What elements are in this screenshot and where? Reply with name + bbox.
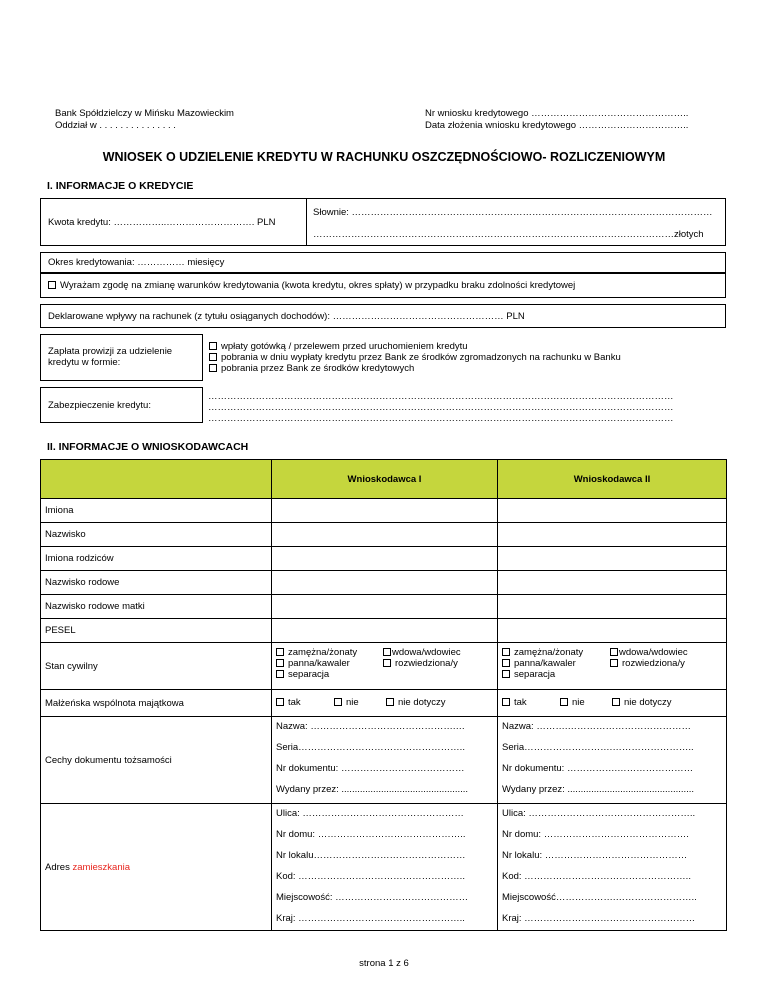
community-no-checkbox-1[interactable] xyxy=(334,698,342,706)
address-2 xyxy=(498,804,727,931)
row-label-surname: Nazwisko xyxy=(41,523,272,547)
application-number-field[interactable]: Nr wniosku kredytowego ………………………………………….. xyxy=(425,108,689,119)
marital-married-checkbox-1[interactable] xyxy=(276,648,284,656)
marital-status-2: zamężna/żonaty panna/kawaler separacja wdowa/wdowiec rozwiedziona/y xyxy=(498,643,727,690)
consent-checkbox[interactable] xyxy=(48,281,56,289)
row-label-pesel: PESEL xyxy=(41,619,272,643)
section-1-heading: I. INFORMACJE O KREDYCIE xyxy=(47,180,194,192)
marital-widowed-checkbox-1[interactable] xyxy=(383,648,391,656)
marital-separation-checkbox-1[interactable] xyxy=(276,670,284,678)
period-field[interactable]: Okres kredytowania: …………… miesięcy xyxy=(48,257,225,268)
marital-divorced-checkbox-1[interactable] xyxy=(383,659,391,667)
mother-family-name-1[interactable] xyxy=(272,595,498,619)
page-number: strona 1 z 6 xyxy=(359,958,409,969)
doc-name-1[interactable]: Nazwa: ……………………………………….… xyxy=(276,721,465,732)
community-yes-checkbox-1[interactable] xyxy=(276,698,284,706)
family-name-1[interactable] xyxy=(272,571,498,595)
postcode-1[interactable]: Kod: …………………………………………….. xyxy=(276,871,465,882)
doc-issuer-2[interactable]: Wydany przez: ................................................ xyxy=(502,784,695,795)
address-1 xyxy=(272,804,498,931)
house-no-1[interactable]: Nr domu: ……………………………………….. xyxy=(276,829,466,840)
street-1[interactable]: Ulica: …………………………………………… xyxy=(276,808,464,819)
branch-field[interactable]: Oddział w . . . . . . . . . . . . . . . xyxy=(55,120,176,131)
commission-label-1: Zapłata prowizji za udzielenie xyxy=(48,346,173,357)
doc-series-1[interactable]: Seria…………………………………………….. xyxy=(276,742,465,753)
amount-field[interactable]: Kwota kredytu: ……………..………………………. PLN xyxy=(48,217,276,228)
doc-number-2[interactable]: Nr dokumentu: …………….…………………… xyxy=(502,763,694,774)
community-yes-checkbox-2[interactable] xyxy=(502,698,510,706)
family-name-2[interactable] xyxy=(498,571,727,595)
security-label: Zabezpieczenie kredytu: xyxy=(48,400,151,411)
section-2-heading: II. INFORMACJE O WNIOSKODAWCACH xyxy=(47,441,249,453)
community-no-checkbox-2[interactable] xyxy=(560,698,568,706)
marital-married-checkbox-2[interactable] xyxy=(502,648,510,656)
country-2[interactable]: Kraj: ……………………………………………… xyxy=(502,913,696,924)
city-1[interactable]: Miejscowość: …………………………………… xyxy=(276,892,469,903)
mother-family-name-2[interactable] xyxy=(498,595,727,619)
row-label-community: Małżeńska wspólnota majątkowa xyxy=(41,690,272,717)
id-document-1 xyxy=(272,717,498,804)
amount-divider xyxy=(306,198,307,246)
commission-option-2[interactable]: pobrania w dniu wypłaty kredytu przez Bank ze środków zgromadzonych na rachunku w Banku xyxy=(209,352,621,363)
postcode-2[interactable]: Kod: …………………………………………….. xyxy=(502,871,691,882)
row-label-address: Adres zamieszkania xyxy=(41,804,272,931)
doc-number-1[interactable]: Nr dokumentu: ………………………………… xyxy=(276,763,465,774)
flat-no-2[interactable]: Nr lokalu: ……………………………………… xyxy=(502,850,688,861)
commission-checkbox-2[interactable] xyxy=(209,353,217,361)
parents-names-1[interactable] xyxy=(272,547,498,571)
house-no-2[interactable]: Nr domu: ………………………………………. xyxy=(502,829,689,840)
amount-words-field[interactable]: Słownie: …………………………………………………………………………………………………… xyxy=(313,207,713,218)
row-label-marital: Stan cywilny xyxy=(41,643,272,690)
col-applicant-2: Wnioskodawca II xyxy=(498,460,727,499)
security-line-1[interactable]: ………………………………………………………………………………………………………………………………… xyxy=(208,391,674,402)
row-label-family-name: Nazwisko rodowe xyxy=(41,571,272,595)
marital-single-checkbox-1[interactable] xyxy=(276,659,284,667)
row-label-parents-names: Imiona rodziców xyxy=(41,547,272,571)
marital-separation-checkbox-2[interactable] xyxy=(502,670,510,678)
community-2: tak nie nie dotyczy xyxy=(498,690,727,717)
application-date-field[interactable]: Data złożenia wniosku kredytowego …………………………….. xyxy=(425,120,689,131)
commission-option-1[interactable]: wpłaty gotówką / przelewem przed uruchomieniem kredytu xyxy=(209,341,468,352)
doc-name-2[interactable]: Nazwa: ……….………………………………… xyxy=(502,721,691,732)
address-residence-highlight: zamieszkania xyxy=(72,861,131,873)
marital-widowed-checkbox-2[interactable] xyxy=(610,648,618,656)
pesel-2[interactable] xyxy=(498,619,727,643)
community-1: tak nie nie dotyczy xyxy=(272,690,498,717)
id-document-2 xyxy=(498,717,727,804)
commission-option-3[interactable]: pobrania przez Bank ze środków kredytowych xyxy=(209,363,414,374)
first-names-2[interactable] xyxy=(498,499,727,523)
col-applicant-1: Wnioskodawca I xyxy=(272,460,498,499)
commission-label-2: kredytu w formie: xyxy=(48,357,121,368)
commission-checkbox-3[interactable] xyxy=(209,364,217,372)
surname-2[interactable] xyxy=(498,523,727,547)
row-label-mother-family-name: Nazwisko rodowe matki xyxy=(41,595,272,619)
income-field[interactable]: Deklarowane wpływy na rachunek (z tytułu osiąganych dochodów): ……………………………………………… PLN xyxy=(48,311,525,322)
bank-name: Bank Spółdzielczy w Mińsku Mazowieckim xyxy=(55,108,234,119)
community-na-checkbox-1[interactable] xyxy=(386,698,394,706)
security-line-2[interactable]: ………………………………………………………………………………………………………………………………… xyxy=(208,402,674,413)
row-label-id-document: Cechy dokumentu tożsamości xyxy=(41,717,272,804)
surname-1[interactable] xyxy=(272,523,498,547)
doc-issuer-1[interactable]: Wydany przez: ................................................ xyxy=(276,784,469,795)
marital-status-1: zamężna/żonaty panna/kawaler separacja wdowa/wdowiec rozwiedziona/y xyxy=(272,643,498,690)
security-line-3[interactable]: ………………………………………………………………………………………………………………………………… xyxy=(208,413,674,424)
marital-divorced-checkbox-2[interactable] xyxy=(610,659,618,667)
amount-words-cont[interactable]: ……………………………………………………………………………………………………złotych xyxy=(313,229,704,240)
city-2[interactable]: Miejscowość……………….…………………….. xyxy=(502,892,697,903)
country-1[interactable]: Kraj: …………………………………………….. xyxy=(276,913,465,924)
row-label-first-names: Imiona xyxy=(41,499,272,523)
consent-text: Wyrażam zgodę na zmianę warunków kredytowania (kwota kredytu, okres spłaty) w przypadku braku zdolności kredytowej xyxy=(60,280,576,291)
first-names-1[interactable] xyxy=(272,499,498,523)
marital-single-checkbox-2[interactable] xyxy=(502,659,510,667)
flat-no-1[interactable]: Nr lokalu………………………………………… xyxy=(276,850,466,861)
pesel-1[interactable] xyxy=(272,619,498,643)
document-title: WNIOSEK O UDZIELENIE KREDYTU W RACHUNKU OSZCZĘDNOŚCIOWO- ROZLICZENIOWYM xyxy=(102,150,666,164)
parents-names-2[interactable] xyxy=(498,547,727,571)
commission-checkbox-1[interactable] xyxy=(209,342,217,350)
table-corner xyxy=(41,460,272,499)
doc-series-2[interactable]: Seria……………………….…………………….. xyxy=(502,742,694,753)
street-2[interactable]: Ulica: …………………………………………….. xyxy=(502,808,696,819)
applicants-table xyxy=(40,459,727,931)
community-na-checkbox-2[interactable] xyxy=(612,698,620,706)
